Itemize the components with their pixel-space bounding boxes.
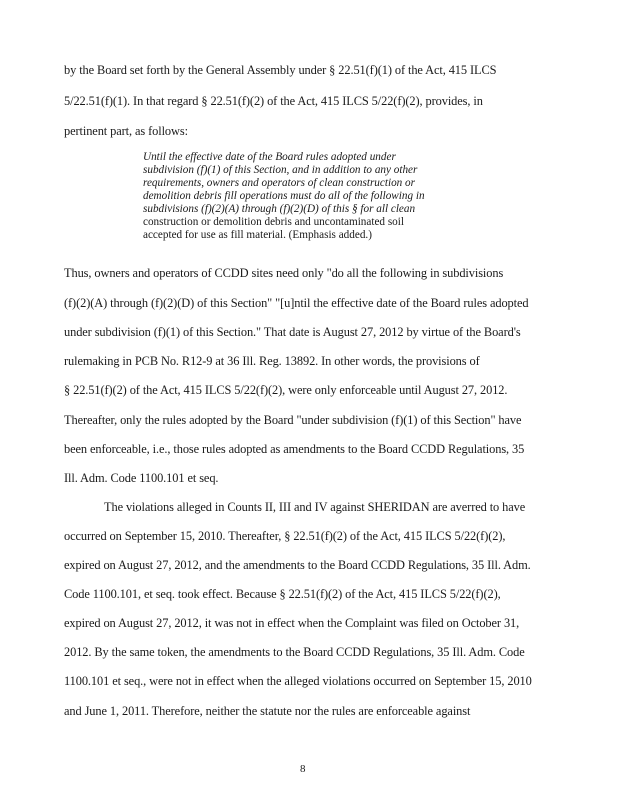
text-line: been enforceable, i.e., those rules adopted as amendments to the Board CCDD Regulations, 35	[64, 442, 525, 456]
text-line: 5/22.51(f)(1). In that regard § 22.51(f)(2) of the Act, 415 ILCS 5/22(f)(2), provides, in	[64, 94, 483, 108]
text-line: and June 1, 2011. Therefore, neither the statute nor the rules are enforceable against	[64, 704, 471, 718]
text-line: Thereafter, only the rules adopted by the Board "under subdivision (f)(1) of this Section" have	[64, 413, 522, 427]
page-number: 8	[300, 763, 306, 775]
text-line: The violations alleged in Counts II, III and IV against SHERIDAN are averred to have	[104, 500, 526, 514]
text-line: 1100.101 et seq., were not in effect when the alleged violations occurred on September 15, 2010	[64, 674, 532, 688]
quote-line: subdivision (f)(1) of this Section, and in addition to any other	[143, 164, 418, 176]
quote-line: accepted for use as fill material. (Emphasis added.)	[143, 229, 372, 241]
text-line: 2012. By the same token, the amendments to the Board CCDD Regulations, 35 Ill. Adm. Code	[64, 645, 525, 659]
text-line: expired on August 27, 2012, it was not in effect when the Complaint was filed on October 31,	[64, 616, 520, 630]
text-line: Thus, owners and operators of CCDD sites need only "do all the following in subdivisions	[64, 266, 504, 280]
text-line: expired on August 27, 2012, and the amendments to the Board CCDD Regulations, 35 Ill. Adm.	[64, 558, 531, 572]
text-line: (f)(2)(A) through (f)(2)(D) of this Section" "[u]ntil the effective date of the Board rules adopted	[64, 296, 529, 310]
text-line: rulemaking in PCB No. R12-9 at 36 Ill. Reg. 13892. In other words, the provisions of	[64, 354, 480, 368]
quote-line: construction or demolition debris and uncontaminated soil	[143, 216, 404, 228]
quote-line: demolition debris fill operations must do all of the following in	[143, 190, 425, 202]
text-line: by the Board set forth by the General Assembly under § 22.51(f)(1) of the Act, 415 ILCS	[64, 63, 497, 77]
quote-line: subdivisions (f)(2)(A) through (f)(2)(D) of this § for all clean	[143, 203, 416, 215]
text-line: Code 1100.101, et seq. took effect. Because § 22.51(f)(2) of the Act, 415 ILCS 5/22(f)(2),	[64, 587, 501, 601]
text-line: occurred on September 15, 2010. Thereafter, § 22.51(f)(2) of the Act, 415 ILCS 5/22(f)(2),	[64, 529, 506, 543]
text-line: pertinent part, as follows:	[64, 124, 188, 138]
quote-line: requirements, owners and operators of clean construction or	[143, 177, 416, 189]
text-line: under subdivision (f)(1) of this Section." That date is August 27, 2012 by virtue of the Board's	[64, 325, 521, 339]
quote-line: Until the effective date of the Board rules adopted under	[143, 151, 396, 163]
text-line: § 22.51(f)(2) of the Act, 415 ILCS 5/22(f)(2), were only enforceable until August 27, 2012.	[64, 383, 508, 397]
text-line: Ill. Adm. Code 1100.101 et seq.	[64, 471, 219, 485]
